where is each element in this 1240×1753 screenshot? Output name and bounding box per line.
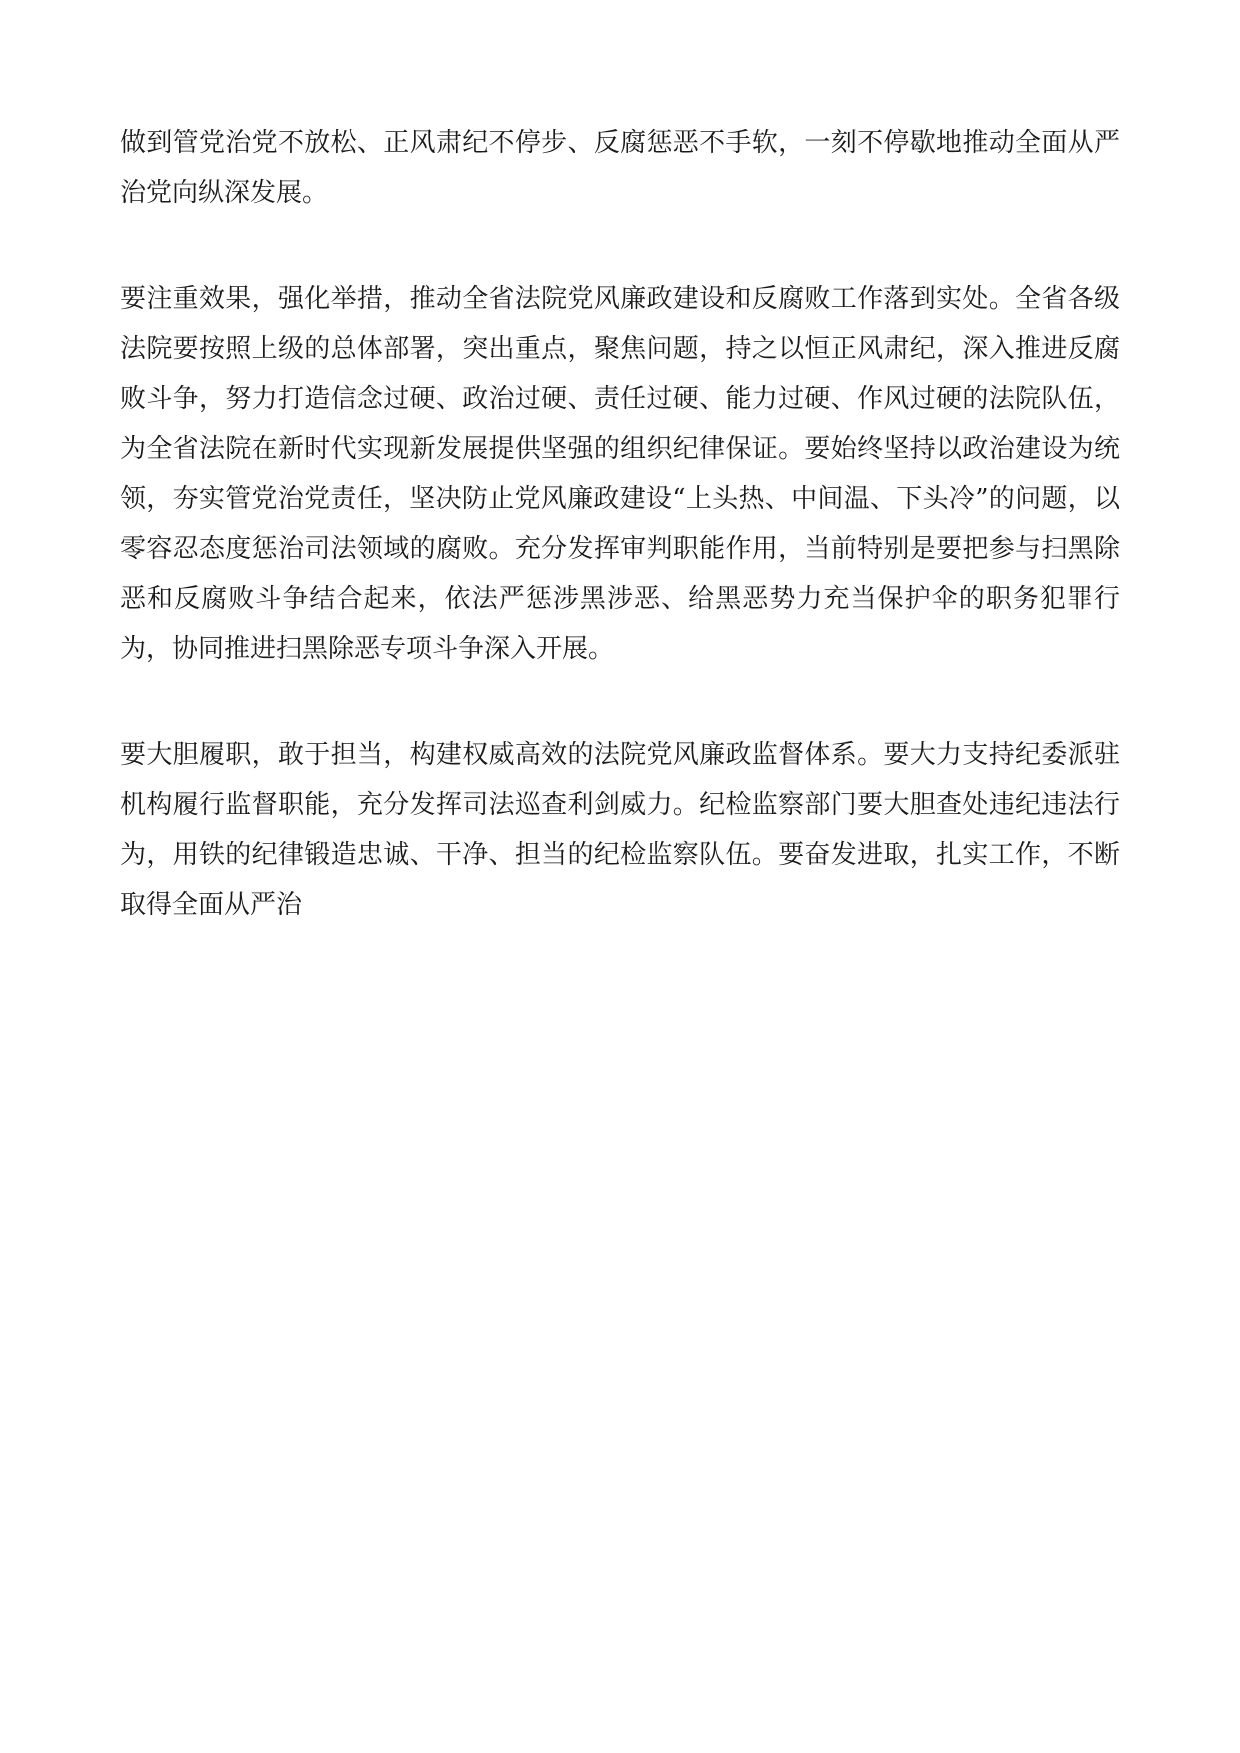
paragraph-2: 要注重效果，强化举措，推动全省法院党风廉政建设和反腐败工作落到实处。全省各级法院要按照上级的总体部署，突出重点，聚焦问题，持之以恒正风肃纪，深入推进反腐败斗争，努力打造信念过硬、政治过硬、责任过硬、能力过硬、作风过硬的法院队伍，为全省法院在新时代实现新发展提供坚强的组织纪律保证。要始终坚持以政治建设为统领，夯实管党治党责任，坚决防止党风廉政建设“上头热、中间温、下头冷”的问题，以零容忍态度惩治司法领域的腐败。充分发挥审判职能作用，当前特别是要把参与扫黑除恶和反腐败斗争结合起来，依法严惩涉黑涉恶、给黑恶势力充当保护伞的职务犯罪行为，协同推进扫黑除恶专项斗争深入开展。 (120, 284, 1120, 664)
paragraph-1: 做到管党治党不放松、正风肃纪不停步、反腐惩恶不手软，一刻不停歇地推动全面从严治党向纵深发展。 (120, 128, 1120, 208)
document-body (120, 118, 1120, 930)
paragraph-3: 要大胆履职，敢于担当，构建权威高效的法院党风廉政监督体系。要大力支持纪委派驻机构履行监督职能，充分发挥司法巡查利剑威力。纪检监察部门要大胆查处违纪违法行为，用铁的纪律锻造忠诚、干净、担当的纪检监察队伍。要奋发进取，扎实工作，不断取得全面从严治 (120, 740, 1120, 920)
